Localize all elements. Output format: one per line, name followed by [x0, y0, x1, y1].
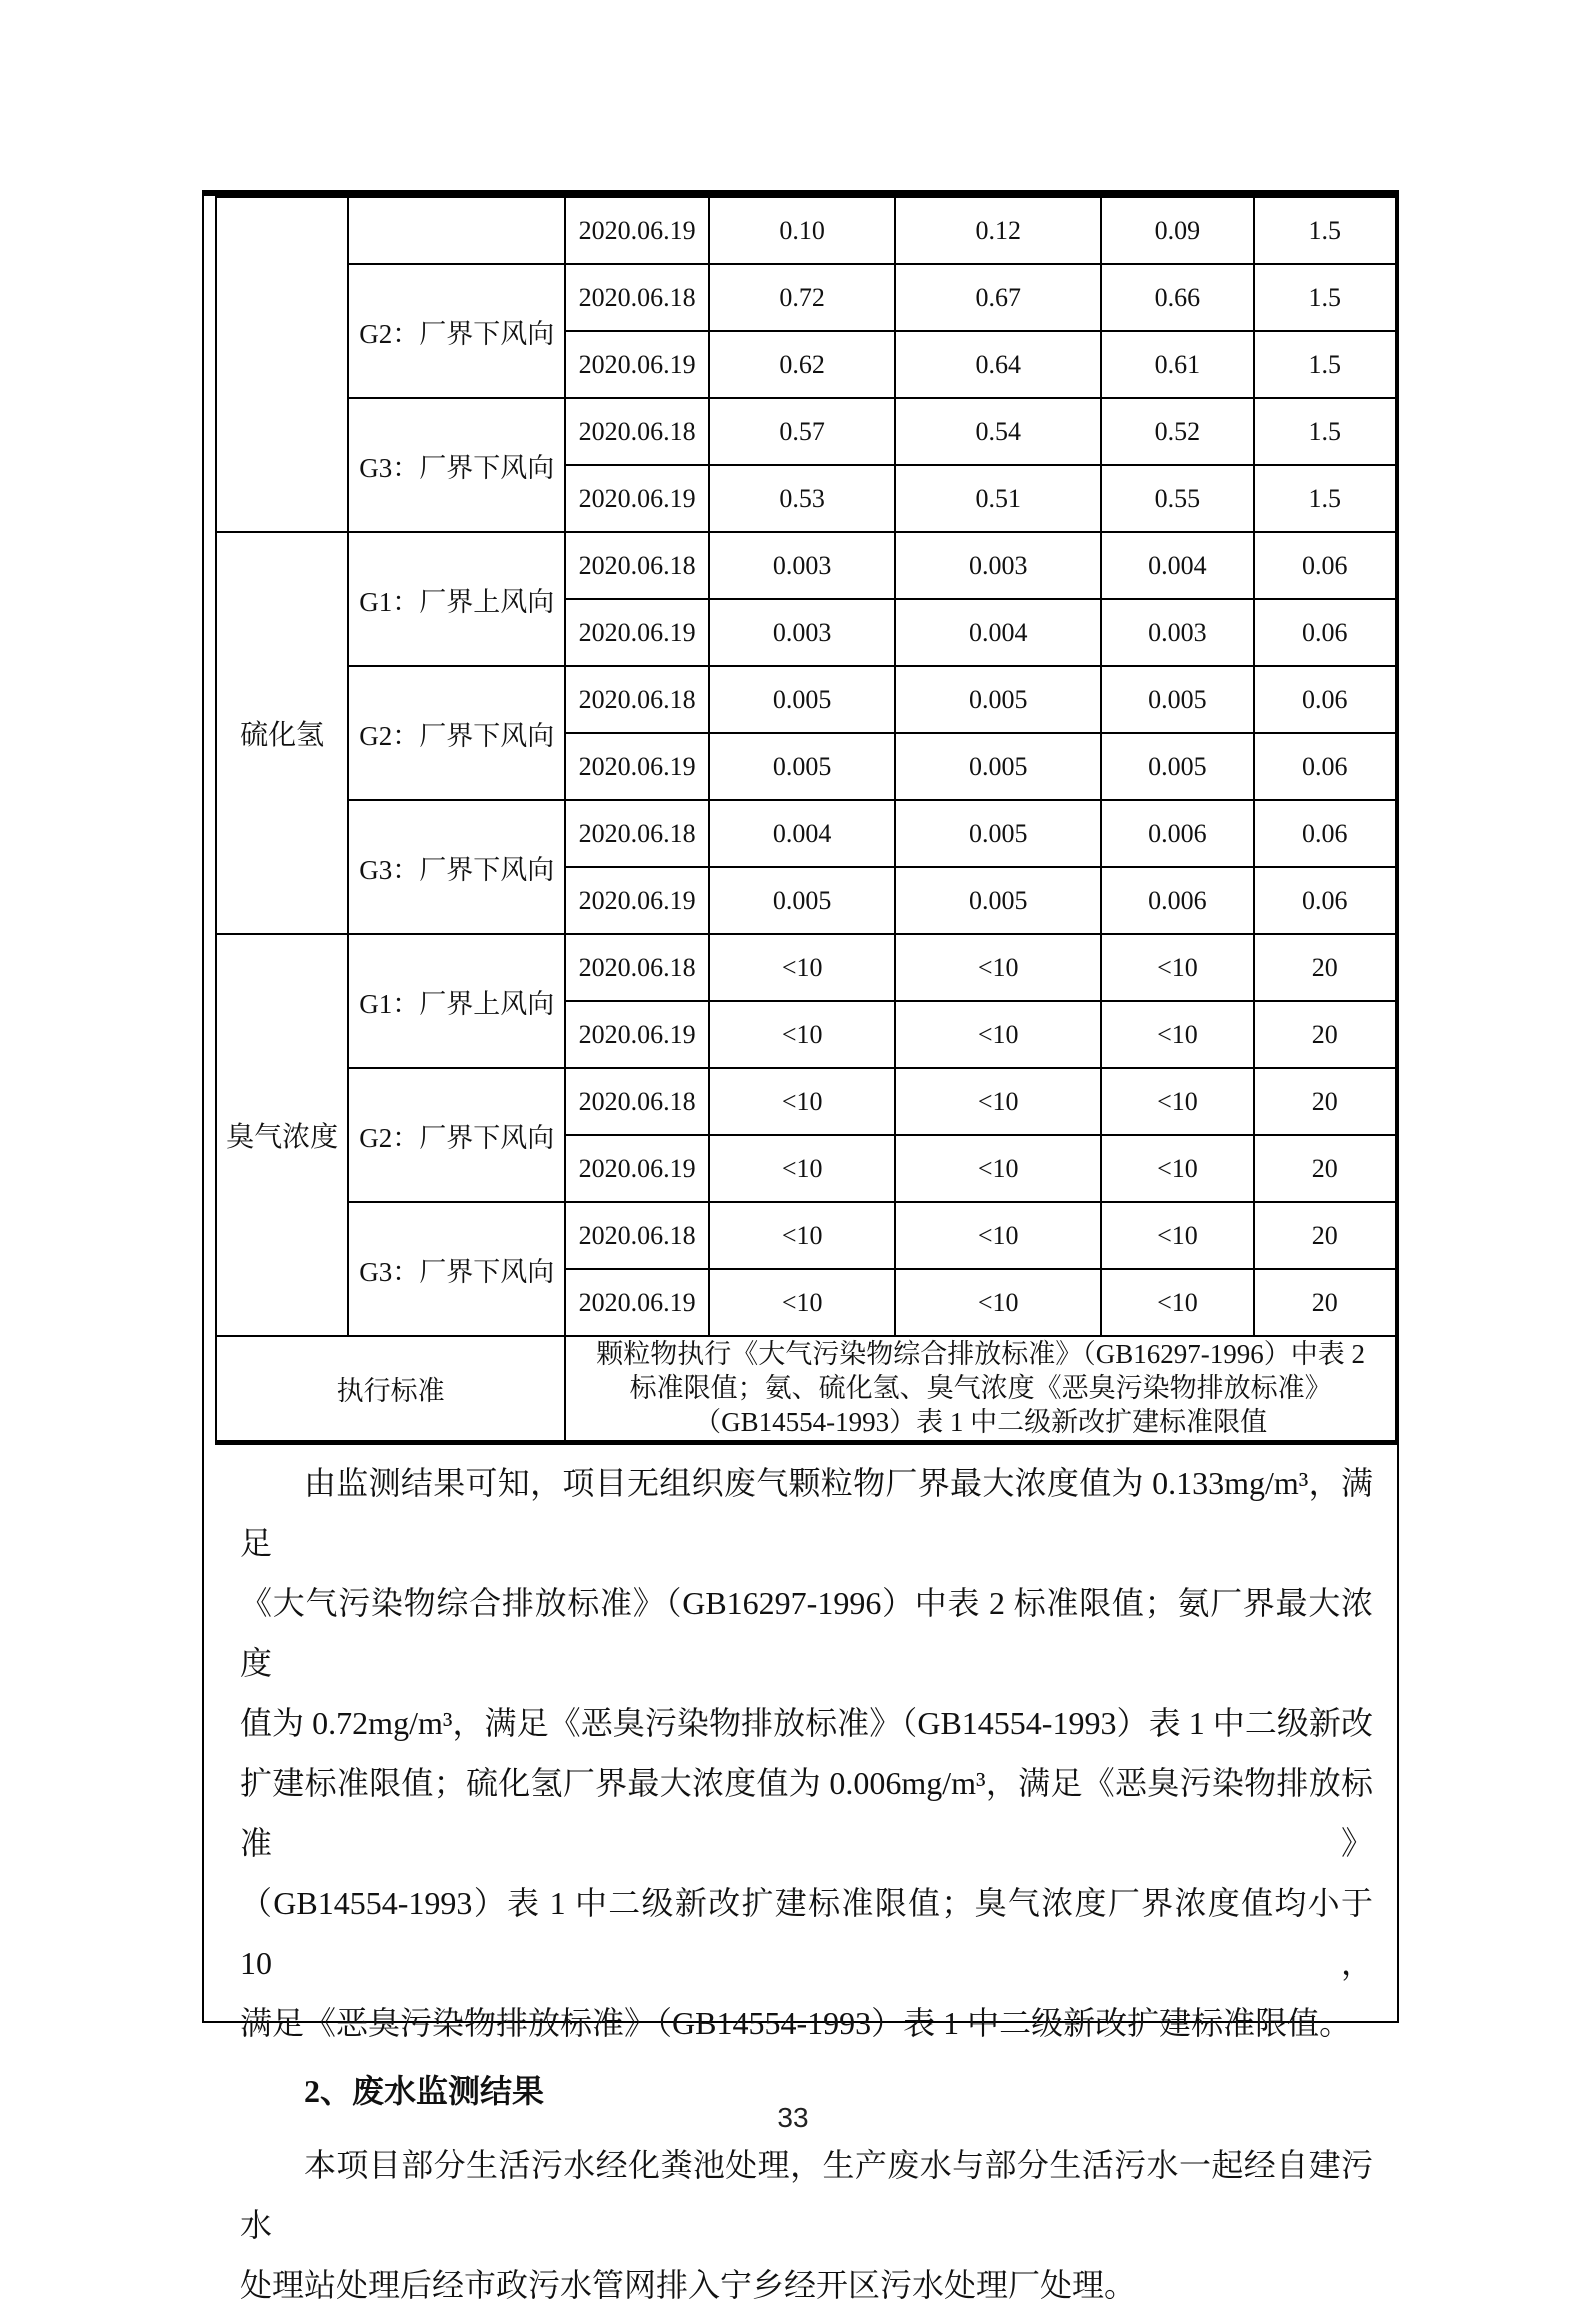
monitoring-point-cell: G1：厂界上风向 [348, 532, 565, 666]
table-row [216, 197, 1396, 264]
monitoring-point-cell: G1：厂界上风向 [348, 934, 565, 1068]
value-cell: <10 [895, 934, 1101, 1001]
value-cell: 0.52 [1101, 398, 1253, 465]
paragraph-line: 扩建标准限值；硫化氢厂界最大浓度值为 0.006mg/m³，满足《恶臭污染物排放标准》 [240, 1764, 1373, 1861]
value-cell: 0.005 [709, 666, 895, 733]
monitoring-point-cell [348, 197, 565, 264]
value-cell: <10 [895, 1068, 1101, 1135]
limit-cell: 20 [1254, 1068, 1396, 1135]
limit-cell: 20 [1254, 934, 1396, 1001]
value-cell: <10 [709, 1135, 895, 1202]
paragraph-line: （GB14554-1993）表 1 中二级新改扩建标准限值；臭气浓度厂界浓度值均小于 10， [240, 1884, 1373, 1981]
value-cell: 0.72 [709, 264, 895, 331]
date-cell: 2020.06.18 [565, 1068, 709, 1135]
table-row [216, 398, 1396, 465]
limit-cell: 1.5 [1254, 465, 1396, 532]
value-cell: 0.003 [1101, 599, 1253, 666]
value-cell: 0.09 [1101, 197, 1253, 264]
value-cell: <10 [709, 934, 895, 1001]
value-cell: <10 [1101, 1135, 1253, 1202]
value-cell: 0.005 [1101, 733, 1253, 800]
limit-cell: 1.5 [1254, 398, 1396, 465]
limit-cell: 1.5 [1254, 331, 1396, 398]
pollutant-cell: 硫化氢 [216, 532, 348, 934]
monitoring-point-cell: G3：厂界下风向 [348, 800, 565, 934]
value-cell: 0.005 [709, 867, 895, 934]
table-row [216, 1202, 1396, 1269]
value-cell: 0.006 [1101, 800, 1253, 867]
paragraph-line: 值为 0.72mg/m³，满足《恶臭污染物排放标准》（GB14554-1993）表 1 中二级新改 [240, 1704, 1373, 1741]
limit-cell: 1.5 [1254, 197, 1396, 264]
value-cell: 0.61 [1101, 331, 1253, 398]
paragraph-line: 处理站处理后经市政污水管网排入宁乡经开区污水处理厂处理。 [240, 2266, 1137, 2303]
value-cell: 0.12 [895, 197, 1101, 264]
value-cell: 0.62 [709, 331, 895, 398]
value-cell: 0.53 [709, 465, 895, 532]
value-cell: 0.51 [895, 465, 1101, 532]
date-cell: 2020.06.19 [565, 1269, 709, 1336]
table-row [216, 800, 1396, 867]
section-heading: 2、废水监测结果 [304, 2072, 545, 2109]
value-cell: <10 [709, 1001, 895, 1068]
pollutant-cell [216, 197, 348, 532]
monitoring-point-cell: G2：厂界下风向 [348, 666, 565, 800]
date-cell: 2020.06.19 [565, 197, 709, 264]
content-frame [202, 190, 1399, 2303]
value-cell: 0.66 [1101, 264, 1253, 331]
limit-cell: 20 [1254, 1202, 1396, 1269]
monitoring-point-cell: G3：厂界下风向 [348, 398, 565, 532]
table-row [216, 934, 1396, 1001]
paragraph-line: 《大气污染物综合排放标准》（GB16297-1996）中表 2 标准限值；氨厂界最大浓度 [240, 1584, 1373, 1681]
date-cell: 2020.06.19 [565, 599, 709, 666]
standard-text-line: 颗粒物执行《大气污染物综合排放标准》（GB16297-1996）中表 2 [596, 1339, 1365, 1370]
value-cell: 0.003 [895, 532, 1101, 599]
monitoring-point-cell: G3：厂界下风向 [348, 1202, 565, 1336]
table-row [216, 532, 1396, 599]
monitoring-point-cell: G2：厂界下风向 [348, 264, 565, 398]
standard-label-cell: 执行标准 [216, 1336, 565, 1442]
limit-cell: 0.06 [1254, 733, 1396, 800]
monitoring-point-cell: G2：厂界下风向 [348, 1068, 565, 1202]
limit-cell: 0.06 [1254, 532, 1396, 599]
value-cell: 0.55 [1101, 465, 1253, 532]
value-cell: <10 [1101, 934, 1253, 1001]
value-cell: 0.004 [709, 800, 895, 867]
value-cell: 0.005 [709, 733, 895, 800]
value-cell: 0.003 [709, 599, 895, 666]
value-cell: <10 [895, 1269, 1101, 1336]
value-cell: <10 [1101, 1068, 1253, 1135]
date-cell: 2020.06.18 [565, 264, 709, 331]
limit-cell: 1.5 [1254, 264, 1396, 331]
table-row [216, 264, 1396, 331]
value-cell: 0.003 [709, 532, 895, 599]
table-row [216, 1068, 1396, 1135]
date-cell: 2020.06.19 [565, 1001, 709, 1068]
standard-text-line: 标准限值；氨、硫化氢、臭气浓度《恶臭污染物排放标准》 [629, 1373, 1332, 1404]
page-number: 33 [777, 2102, 809, 2133]
value-cell: 0.005 [895, 800, 1101, 867]
value-cell: <10 [709, 1068, 895, 1135]
limit-cell: 0.06 [1254, 666, 1396, 733]
body-text [204, 1445, 1397, 2315]
value-cell: 0.57 [709, 398, 895, 465]
limit-cell: 0.06 [1254, 800, 1396, 867]
value-cell: 0.004 [895, 599, 1101, 666]
table-row [216, 1336, 1396, 1442]
value-cell: 0.67 [895, 264, 1101, 331]
value-cell: 0.006 [1101, 867, 1253, 934]
date-cell: 2020.06.18 [565, 666, 709, 733]
date-cell: 2020.06.18 [565, 1202, 709, 1269]
paragraph-line: 由监测结果可知，项目无组织废气颗粒物厂界最大浓度值为 0.133mg/m³，满足 [240, 1464, 1373, 1561]
value-cell: <10 [1101, 1269, 1253, 1336]
standard-text-line: （GB14554-1993）表 1 中二级新改扩建标准限值 [694, 1407, 1268, 1438]
limit-cell: 20 [1254, 1001, 1396, 1068]
date-cell: 2020.06.19 [565, 1135, 709, 1202]
limit-cell: 20 [1254, 1269, 1396, 1336]
value-cell: 0.004 [1101, 532, 1253, 599]
limit-cell: 20 [1254, 1135, 1396, 1202]
value-cell: <10 [1101, 1001, 1253, 1068]
value-cell: 0.10 [709, 197, 895, 264]
value-cell: 0.005 [895, 666, 1101, 733]
value-cell: <10 [895, 1001, 1101, 1068]
value-cell: 0.005 [895, 867, 1101, 934]
date-cell: 2020.06.18 [565, 532, 709, 599]
value-cell: <10 [709, 1202, 895, 1269]
value-cell: <10 [709, 1269, 895, 1336]
date-cell: 2020.06.18 [565, 934, 709, 1001]
date-cell: 2020.06.18 [565, 800, 709, 867]
table-row [216, 666, 1396, 733]
monitoring-results-table [215, 196, 1397, 1445]
date-cell: 2020.06.19 [565, 733, 709, 800]
limit-cell: 0.06 [1254, 867, 1396, 934]
value-cell: 0.64 [895, 331, 1101, 398]
date-cell: 2020.06.19 [565, 331, 709, 398]
paragraph-line: 满足《恶臭污染物排放标准》（GB14554-1993）表 1 中二级新改扩建标准限值。 [240, 2004, 1352, 2041]
value-cell: 0.54 [895, 398, 1101, 465]
pollutant-cell: 臭气浓度 [216, 934, 348, 1336]
date-cell: 2020.06.19 [565, 465, 709, 532]
value-cell: 0.005 [1101, 666, 1253, 733]
value-cell: <10 [895, 1202, 1101, 1269]
paragraph-line: 本项目部分生活污水经化粪池处理，生产废水与部分生活污水一起经自建污水 [240, 2146, 1373, 2243]
standard-text-cell [565, 1336, 1396, 1442]
value-cell: <10 [895, 1135, 1101, 1202]
date-cell: 2020.06.18 [565, 398, 709, 465]
value-cell: 0.005 [895, 733, 1101, 800]
date-cell: 2020.06.19 [565, 867, 709, 934]
limit-cell: 0.06 [1254, 599, 1396, 666]
value-cell: <10 [1101, 1202, 1253, 1269]
